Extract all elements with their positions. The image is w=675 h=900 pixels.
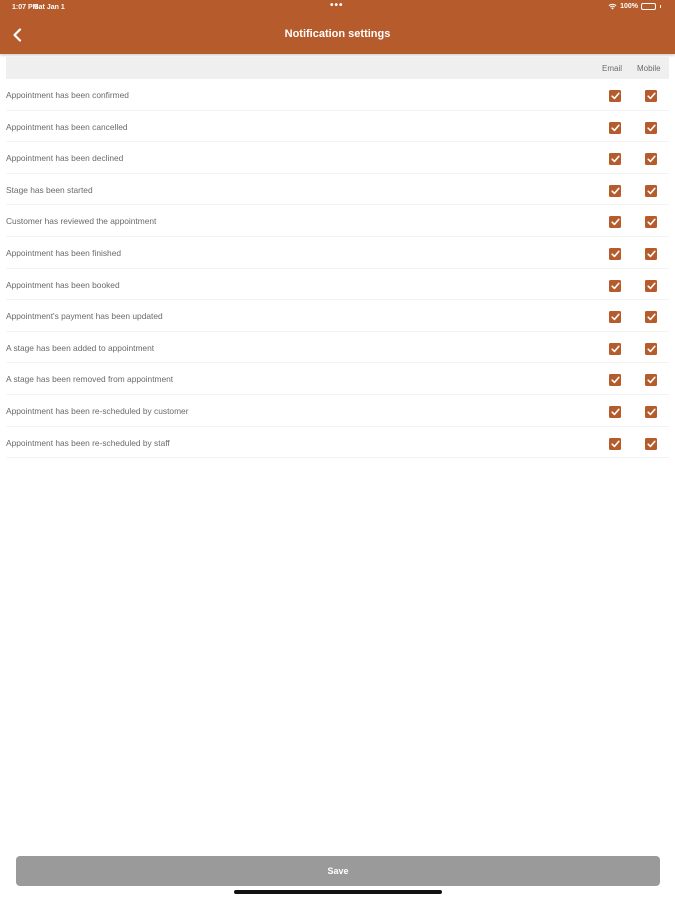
checkmark-icon: [647, 124, 656, 132]
email-checkbox[interactable]: [609, 343, 621, 355]
checkmark-icon: [647, 345, 656, 353]
checkmark-icon: [647, 440, 656, 448]
notification-label: A stage has been added to appointment: [6, 342, 155, 353]
notification-label: Appointment has been booked: [6, 279, 120, 290]
email-checkbox[interactable]: [609, 374, 621, 386]
notification-label: Appointment has been finished: [6, 247, 122, 258]
email-checkbox[interactable]: [609, 406, 621, 418]
status-indicators: [608, 3, 661, 10]
notification-label: Appointment has been re-scheduled by customer: [6, 405, 189, 416]
mobile-checkbox[interactable]: [645, 438, 657, 450]
checkmark-icon: [611, 440, 620, 448]
checkmark-icon: [611, 376, 620, 384]
email-checkbox[interactable]: [609, 248, 621, 260]
notification-label: Appointment has been cancelled: [6, 121, 128, 132]
notification-label: Appointment's payment has been updated: [6, 311, 163, 322]
battery-percent: 100%: [620, 3, 638, 10]
page-title: Notification settings: [284, 28, 391, 40]
wifi-icon: [608, 3, 617, 10]
status-date: Sat Jan 1: [34, 4, 65, 11]
checkmark-icon: [611, 124, 620, 132]
table-row: [6, 205, 669, 237]
notification-label: A stage has been removed from appointment: [6, 374, 174, 385]
mobile-checkbox[interactable]: [645, 343, 657, 355]
mobile-checkbox[interactable]: [645, 122, 657, 134]
email-checkbox[interactable]: [609, 153, 621, 165]
table-body: [6, 79, 669, 458]
app-header: [0, 0, 675, 54]
multitasking-dots[interactable]: •••: [330, 0, 344, 11]
table-row: [6, 237, 669, 269]
email-checkbox[interactable]: [609, 90, 621, 102]
checkmark-icon: [647, 92, 656, 100]
mobile-checkbox[interactable]: [645, 153, 657, 165]
notification-label: Appointment has been re-scheduled by staff: [6, 437, 170, 448]
checkmark-icon: [611, 187, 620, 195]
battery-tip: [660, 5, 661, 8]
table-row: [6, 79, 669, 111]
mobile-checkbox[interactable]: [645, 248, 657, 260]
notification-label: Appointment has been confirmed: [6, 90, 129, 100]
table-header: [6, 57, 669, 79]
table-row: [6, 174, 669, 206]
checkmark-icon: [611, 282, 620, 290]
column-header-mobile: Mobile: [637, 64, 661, 73]
checkmark-icon: [647, 187, 656, 195]
table-row: [6, 300, 669, 332]
home-indicator: [234, 890, 442, 894]
battery-icon: [641, 3, 656, 10]
table-row: [6, 269, 669, 301]
save-button[interactable]: Save: [16, 856, 660, 886]
email-checkbox[interactable]: [609, 438, 621, 450]
checkmark-icon: [647, 218, 656, 226]
column-header-email: Email: [602, 64, 623, 73]
table-row: [6, 142, 669, 174]
notification-label: Stage has been started: [6, 184, 93, 195]
checkmark-icon: [611, 313, 620, 321]
checkmark-icon: [647, 313, 656, 321]
mobile-checkbox[interactable]: [645, 216, 657, 228]
checkmark-icon: [647, 408, 656, 416]
table-row: [6, 363, 669, 395]
mobile-checkbox[interactable]: [645, 311, 657, 323]
notification-table: [6, 57, 669, 458]
email-checkbox[interactable]: [609, 216, 621, 228]
checkmark-icon: [647, 282, 656, 290]
mobile-checkbox[interactable]: [645, 280, 657, 292]
checkmark-icon: [611, 155, 620, 163]
status-time: 1:07 PM: [12, 4, 39, 11]
table-row: [6, 427, 669, 459]
email-checkbox[interactable]: [609, 122, 621, 134]
checkmark-icon: [611, 408, 620, 416]
notification-label: Customer has reviewed the appointment: [6, 216, 157, 227]
table-row: [6, 111, 669, 143]
checkmark-icon: [611, 250, 620, 258]
mobile-checkbox[interactable]: [645, 185, 657, 197]
email-checkbox[interactable]: [609, 280, 621, 292]
checkmark-icon: [647, 155, 656, 163]
mobile-checkbox[interactable]: [645, 406, 657, 418]
checkmark-icon: [647, 250, 656, 258]
notification-label: Appointment has been declined: [6, 153, 124, 164]
email-checkbox[interactable]: [609, 311, 621, 323]
mobile-checkbox[interactable]: [645, 374, 657, 386]
table-row: [6, 395, 669, 427]
checkmark-icon: [611, 345, 620, 353]
checkmark-icon: [611, 92, 620, 100]
table-row: [6, 332, 669, 364]
email-checkbox[interactable]: [609, 185, 621, 197]
mobile-checkbox[interactable]: [645, 90, 657, 102]
checkmark-icon: [611, 218, 620, 226]
status-bar: [0, 0, 675, 16]
checkmark-icon: [647, 376, 656, 384]
